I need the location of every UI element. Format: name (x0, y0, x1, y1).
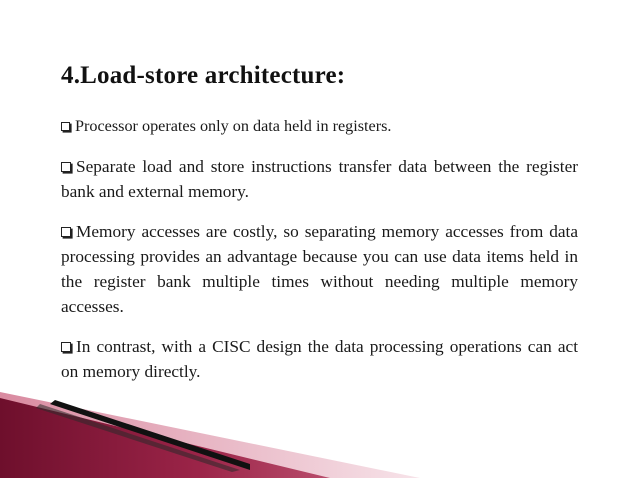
hollow-square-bullet-icon (61, 122, 70, 131)
bullet-item (61, 154, 578, 204)
hollow-square-bullet-icon (61, 342, 71, 352)
bullet-list (61, 114, 578, 399)
bullet-item (61, 114, 578, 139)
slide-title: 4.Load-store architecture: (61, 62, 346, 89)
bullet-text: Processor operates only on data held in registers. (75, 117, 392, 135)
hollow-square-bullet-icon (61, 227, 71, 237)
bullet-text: Memory accesses are costly, so separating memory accesses from data processing provides an advantage because you can use data items held in the register bank multiple times without needing multiple memory accesses. (61, 222, 578, 316)
bullet-text: Separate load and store instructions transfer data between the register bank and external memory. (61, 157, 578, 201)
bullet-item (61, 334, 578, 384)
hollow-square-bullet-icon (61, 162, 71, 172)
bullet-text: In contrast, with a CISC design the data processing operations can act on memory directly. (61, 337, 578, 381)
bullet-item (61, 219, 578, 319)
